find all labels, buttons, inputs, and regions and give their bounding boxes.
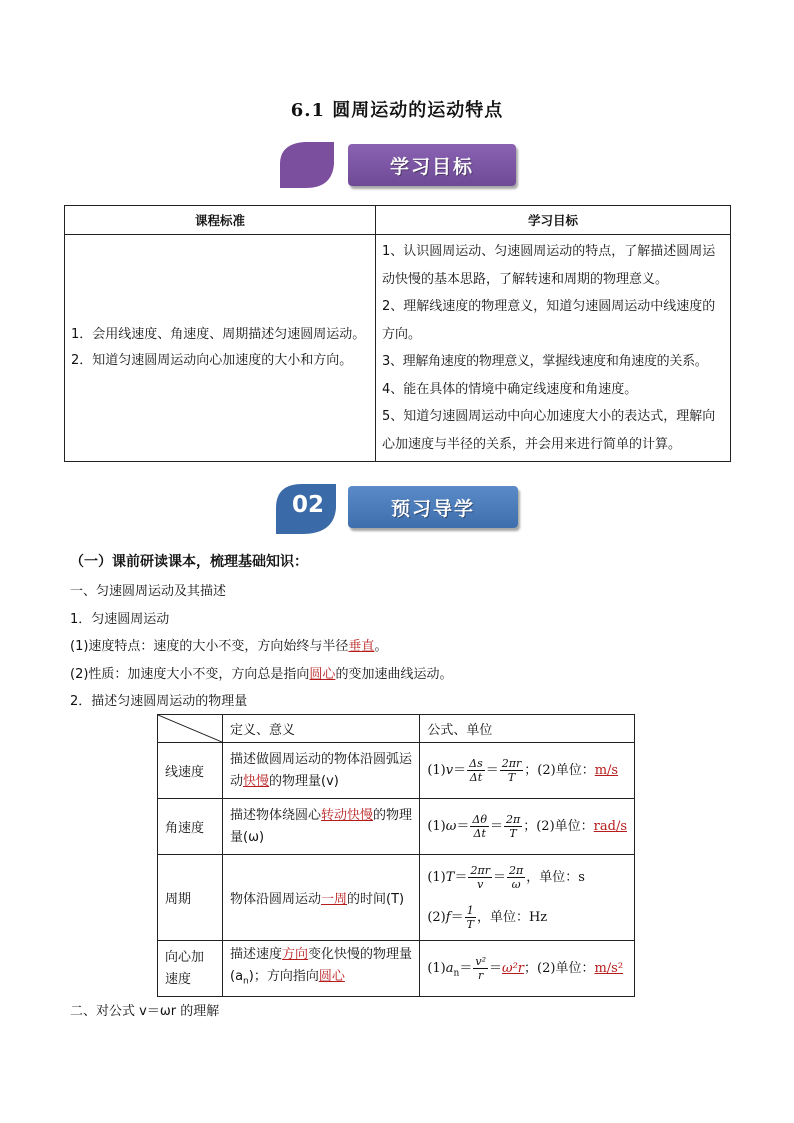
banner-label: 预习导学 (348, 486, 518, 528)
def-text: 的时间(T) (347, 892, 405, 907)
definition-cell (223, 855, 420, 941)
goals-table (64, 205, 731, 462)
quantity-name: 线速度 (158, 743, 223, 799)
def-text: ；方向指向 (253, 969, 319, 985)
paragraph-text: 。 (374, 639, 388, 654)
objectives-cell (376, 235, 731, 462)
section-heading: （一）课前研读课本，梳理基础知识： (70, 554, 308, 570)
answer-key: 圆心 (318, 969, 345, 985)
quantity-name (158, 941, 223, 997)
quantity-name: 角速度 (158, 799, 223, 855)
unit-value: s (578, 869, 585, 885)
quarter-circle-icon (276, 138, 338, 196)
standard-item: 1．会用线速度、角速度、周期描述匀速圆周运动。 (71, 327, 366, 342)
objective-item: 4、能在具体的情境中确定线速度和角速度。 (382, 381, 638, 397)
objective-item: 5、知道匀速圆周运动中向心加速度大小的表达式，理解向心加速度与半径的关系，并会用来进行简单的计算。 (382, 409, 716, 452)
def-text: 变化快慢的物理量(a (230, 947, 413, 985)
quantity-name-text: 向心加速度 (165, 949, 205, 987)
answer-key: 转动快慢 (321, 807, 374, 823)
quantity-name: 周期 (158, 855, 223, 941)
formula-cell: (1)T＝ $\frac{2\pi r}{v}$ ＝ $\frac{2\pi}{\omega}$ ，单位：s (2)f＝ $\frac{1}{T}$ ，单位：Hz (420, 855, 635, 941)
answer-key: 圆心 (309, 667, 336, 682)
def-text: 的物理量(v) (269, 773, 339, 789)
def-text: 描述做圆周运动的物体沿圆弧运动 (230, 751, 413, 789)
item-heading: 1．匀速圆周运动 (70, 612, 170, 627)
header-definition: 定义、意义 (223, 715, 420, 743)
answer-key: 快慢 (243, 773, 270, 789)
paragraph-text: 的变加速曲线运动。 (335, 667, 453, 682)
paragraph-nature (70, 663, 452, 682)
part-two-heading: 二、对公式 v＝ωr 的理解 (70, 1004, 220, 1019)
paragraph-text: (2)性质：加速度大小不变，方向总是指向 (70, 667, 310, 682)
answer-key: ω²r (502, 961, 525, 976)
objective-item: 2、理解线速度的物理意义，知道匀速圆周运动中线速度的方向。 (382, 299, 716, 342)
answer-key: 方向 (282, 947, 309, 963)
unit-value: m/s² (594, 961, 624, 976)
standard-item: 2．知道匀速圆周运动向心加速度的大小和方向。 (71, 353, 353, 368)
formula-cell: $(1)a_n=$ $\frac{\text{v²}}{r}$ ＝ω²r；(2)单位：m/s² (420, 941, 635, 997)
answer-key: 垂直 (348, 639, 375, 654)
banner-number: 02 (291, 492, 324, 518)
header-course-standard: 课程标准 (65, 206, 376, 235)
formula-cell: (1)v＝ $\frac{\Delta s}{\Delta t}$ ＝ $\frac{2\pi r}{T}$ ；(2)单位：m/s (420, 743, 635, 799)
def-text: 的物理量(ω) (230, 807, 413, 845)
definition-cell (223, 743, 420, 799)
header-learning-objectives: 学习目标 (376, 206, 731, 235)
objective-item: 1、认识圆周运动、匀速圆周运动的特点，了解描述圆周运动快慢的基本思路，了解转速和周期的物理意义。 (382, 244, 716, 287)
unit-value: Hz (528, 909, 548, 925)
unit-label: 单位： (539, 869, 579, 885)
page-title: 6.1 圆周运动的运动特点 (290, 100, 504, 121)
def-text: 物体沿圆周运动 (230, 892, 322, 907)
item-heading: 2．描述匀速圆周运动的物理量 (70, 694, 248, 709)
definition-cell: 描述速度方向变化快慢的物理量$(a_n)$；方向指向圆心 (223, 941, 420, 997)
paragraph-speed (70, 635, 387, 654)
unit-value: rad/s (593, 819, 627, 834)
def-text: 描述物体绕圆心 (230, 807, 322, 823)
formula-cell: (1)ω＝ $\frac{\Delta\theta}{\Delta t}$ ＝ $\frac{2\pi}{T}$ ；(2)单位：rad/s (420, 799, 635, 855)
diagonal-corner-cell (158, 715, 223, 743)
unit-label: 单位： (489, 909, 529, 925)
def-text: 描述速度 (230, 947, 283, 963)
unit-value: m/s (594, 763, 619, 778)
unit-label: (2)单位： (536, 819, 594, 834)
banner-learning-goals (276, 138, 520, 196)
quantities-table (157, 714, 635, 997)
objective-item: 3、理解角速度的物理意义，掌握线速度和角速度的关系。 (382, 354, 708, 369)
paragraph-text: (1)速度特点：速度的大小不变，方向始终与半径 (70, 639, 349, 654)
definition-cell (223, 799, 420, 855)
unit-label: (2)单位： (537, 961, 595, 976)
answer-key: 一周 (321, 892, 348, 907)
banner-label: 学习目标 (348, 144, 516, 186)
standards-cell (65, 235, 376, 462)
banner-preview (272, 480, 522, 538)
unit-label: (2)单位： (537, 763, 595, 778)
part-one-heading: 一、匀速圆周运动及其描述 (70, 584, 227, 599)
header-formula: 公式、单位 (420, 715, 635, 743)
